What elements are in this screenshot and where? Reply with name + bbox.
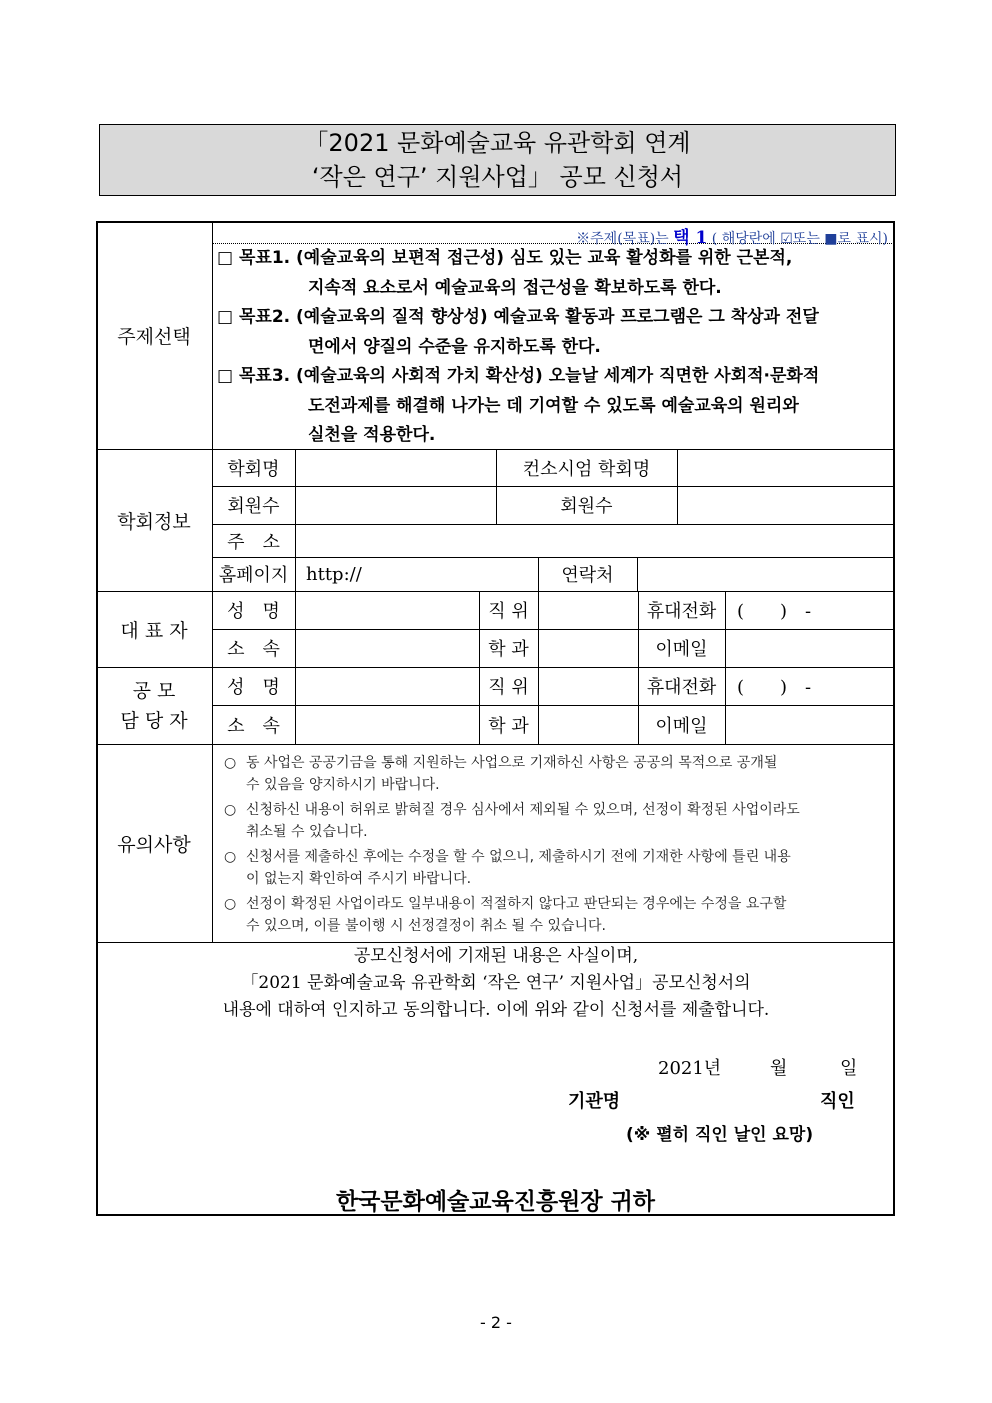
date-year: 2021년 xyxy=(658,1058,722,1079)
topic-note: ※주제(목표)는 택 1 ( 해당란에 ☑또는 ■로 표시) xyxy=(576,228,888,248)
mgr-position-label: 직 위 xyxy=(488,677,529,698)
rep-affiliation-input[interactable] xyxy=(295,629,479,667)
address-input[interactable] xyxy=(295,524,895,557)
consortium-members-label: 회원수 xyxy=(560,496,613,517)
form-title-box xyxy=(99,124,896,196)
society-name-input[interactable] xyxy=(295,449,496,486)
goal-2[interactable]: □ 목표2. (예술교육의 질적 향상성) 예술교육 활동과 프로그램은 그 착상과 전달 면에서 양질의 수준을 유지하도록 한다. xyxy=(217,307,819,357)
goal-2-checkbox[interactable]: □ xyxy=(217,307,234,327)
caution-item: ○ 선정이 확정된 사업이라도 일부내용이 적절하지 않다고 판단되는 경우에는 수정을 요구할 수 있으며, 이를 불이행 시 선정결정이 취소 될 수 있습니다. xyxy=(224,896,787,934)
rep-position-input[interactable] xyxy=(538,591,638,629)
seal-note: (※ 펼히 직인 날인 요망) xyxy=(626,1125,814,1145)
mgr-name-input[interactable] xyxy=(295,667,479,705)
rep-mobile-input[interactable]: ( ) - xyxy=(737,601,812,622)
members-label: 회원수 xyxy=(227,496,280,517)
homepage-input[interactable]: http:// xyxy=(306,563,362,585)
contact-input[interactable] xyxy=(637,557,895,591)
rep-name-label: 성 명 xyxy=(227,601,280,622)
recipient: 한국문화예술교육진흥원장 귀하 xyxy=(335,1189,656,1215)
society-name-label: 학회명 xyxy=(227,458,280,480)
form-title-line1: 「2021 문화예술교육 유관학회 연계 xyxy=(304,129,691,157)
homepage-label: 홈페이지 xyxy=(218,565,289,586)
declaration-text: 공모신청서에 기재된 내용은 사실이며, 「2021 문화예술교육 유관학회 ‘작은 연구’ 지원사업」공모신청서의 내용에 대하여 인지하고 동의합니다. 이에 위와 같이 신청서를 제출합니다. xyxy=(222,946,770,1020)
topic-label: 주제선택 xyxy=(117,325,191,348)
date-month: 월 xyxy=(770,1058,788,1079)
mgr-mobile-input[interactable]: ( ) - xyxy=(737,677,812,698)
rep-dept-input[interactable] xyxy=(538,629,638,667)
consortium-members-input[interactable] xyxy=(677,486,895,524)
mgr-dept-input[interactable] xyxy=(538,705,638,744)
seal-label: 직인 xyxy=(820,1091,855,1112)
caution-item: ○ 신청서를 제출하신 후에는 수정을 할 수 없으니, 제출하시기 전에 기재한 사항에 틀린 내용 이 없는지 확인하여 주시기 바랍니다. xyxy=(224,849,791,887)
rep-dept-label: 학 과 xyxy=(488,639,529,660)
caution-item: ○ 신청하신 내용이 허위로 밝혀질 경우 심사에서 제외될 수 있으며, 선정이 확정된 사업이라도 취소될 수 있습니다. xyxy=(224,802,800,840)
contact-label: 연락처 xyxy=(561,565,614,586)
rep-email-input[interactable] xyxy=(725,629,895,667)
representative-label: 대 표 자 xyxy=(120,619,188,642)
goal-1-checkbox[interactable]: □ xyxy=(217,248,234,268)
rep-position-label: 직 위 xyxy=(488,601,529,622)
org-name-label: 기관명 xyxy=(568,1091,621,1112)
rep-email-label: 이메일 xyxy=(655,639,708,660)
mgr-mobile-label: 휴대전화 xyxy=(646,677,717,698)
goal-3-checkbox[interactable]: □ xyxy=(217,366,234,386)
goal-3[interactable]: □ 목표3. (예술교육의 사회적 가치 확산성) 오늘날 세계가 직면한 사회적·문화적 도전과제를 해결해 나가는 데 기여할 수 있도록 예술교육의 원리와 실천을 적용한다. xyxy=(217,366,820,445)
mgr-affiliation-input[interactable] xyxy=(295,705,479,744)
society-label: 학회정보 xyxy=(117,510,191,533)
consortium-name-label: 컨소시엄 학회명 xyxy=(522,458,651,480)
page-number: - 2 - xyxy=(480,1313,512,1332)
goal-1[interactable]: □ 목표1. (예술교육의 보편적 접근성) 심도 있는 교육 활성화를 위한 근본적, 지속적 요소로서 예술교육의 접근성을 확보하도록 한다. xyxy=(217,248,793,298)
address-label: 주 소 xyxy=(227,531,280,553)
date-day: 일 xyxy=(840,1058,858,1079)
consortium-name-input[interactable] xyxy=(677,449,895,486)
mgr-affiliation-label: 소 속 xyxy=(227,715,280,737)
caution-item: ○ 동 사업은 공공기금을 통해 지원하는 사업으로 기재하신 사항은 공공의 목적으로 공개될 수 있음을 양지하시기 바랍니다. xyxy=(224,755,778,793)
mgr-email-input[interactable] xyxy=(725,705,895,744)
mgr-dept-label: 학 과 xyxy=(488,715,529,737)
mgr-email-label: 이메일 xyxy=(655,715,708,737)
caution-label: 유의사항 xyxy=(117,833,191,856)
rep-affiliation-label: 소 속 xyxy=(227,639,280,660)
rep-name-input[interactable] xyxy=(295,591,479,629)
members-input[interactable] xyxy=(295,486,496,524)
form-title-line2: ‘작은 연구’ 지원사업」 공모 신청서 xyxy=(311,163,684,191)
mgr-position-input[interactable] xyxy=(538,667,638,705)
mgr-name-label: 성 명 xyxy=(227,677,280,698)
manager-label: 공 모 담 당 자 xyxy=(120,679,188,732)
rep-mobile-label: 휴대전화 xyxy=(646,601,717,622)
caution-list xyxy=(224,752,886,937)
